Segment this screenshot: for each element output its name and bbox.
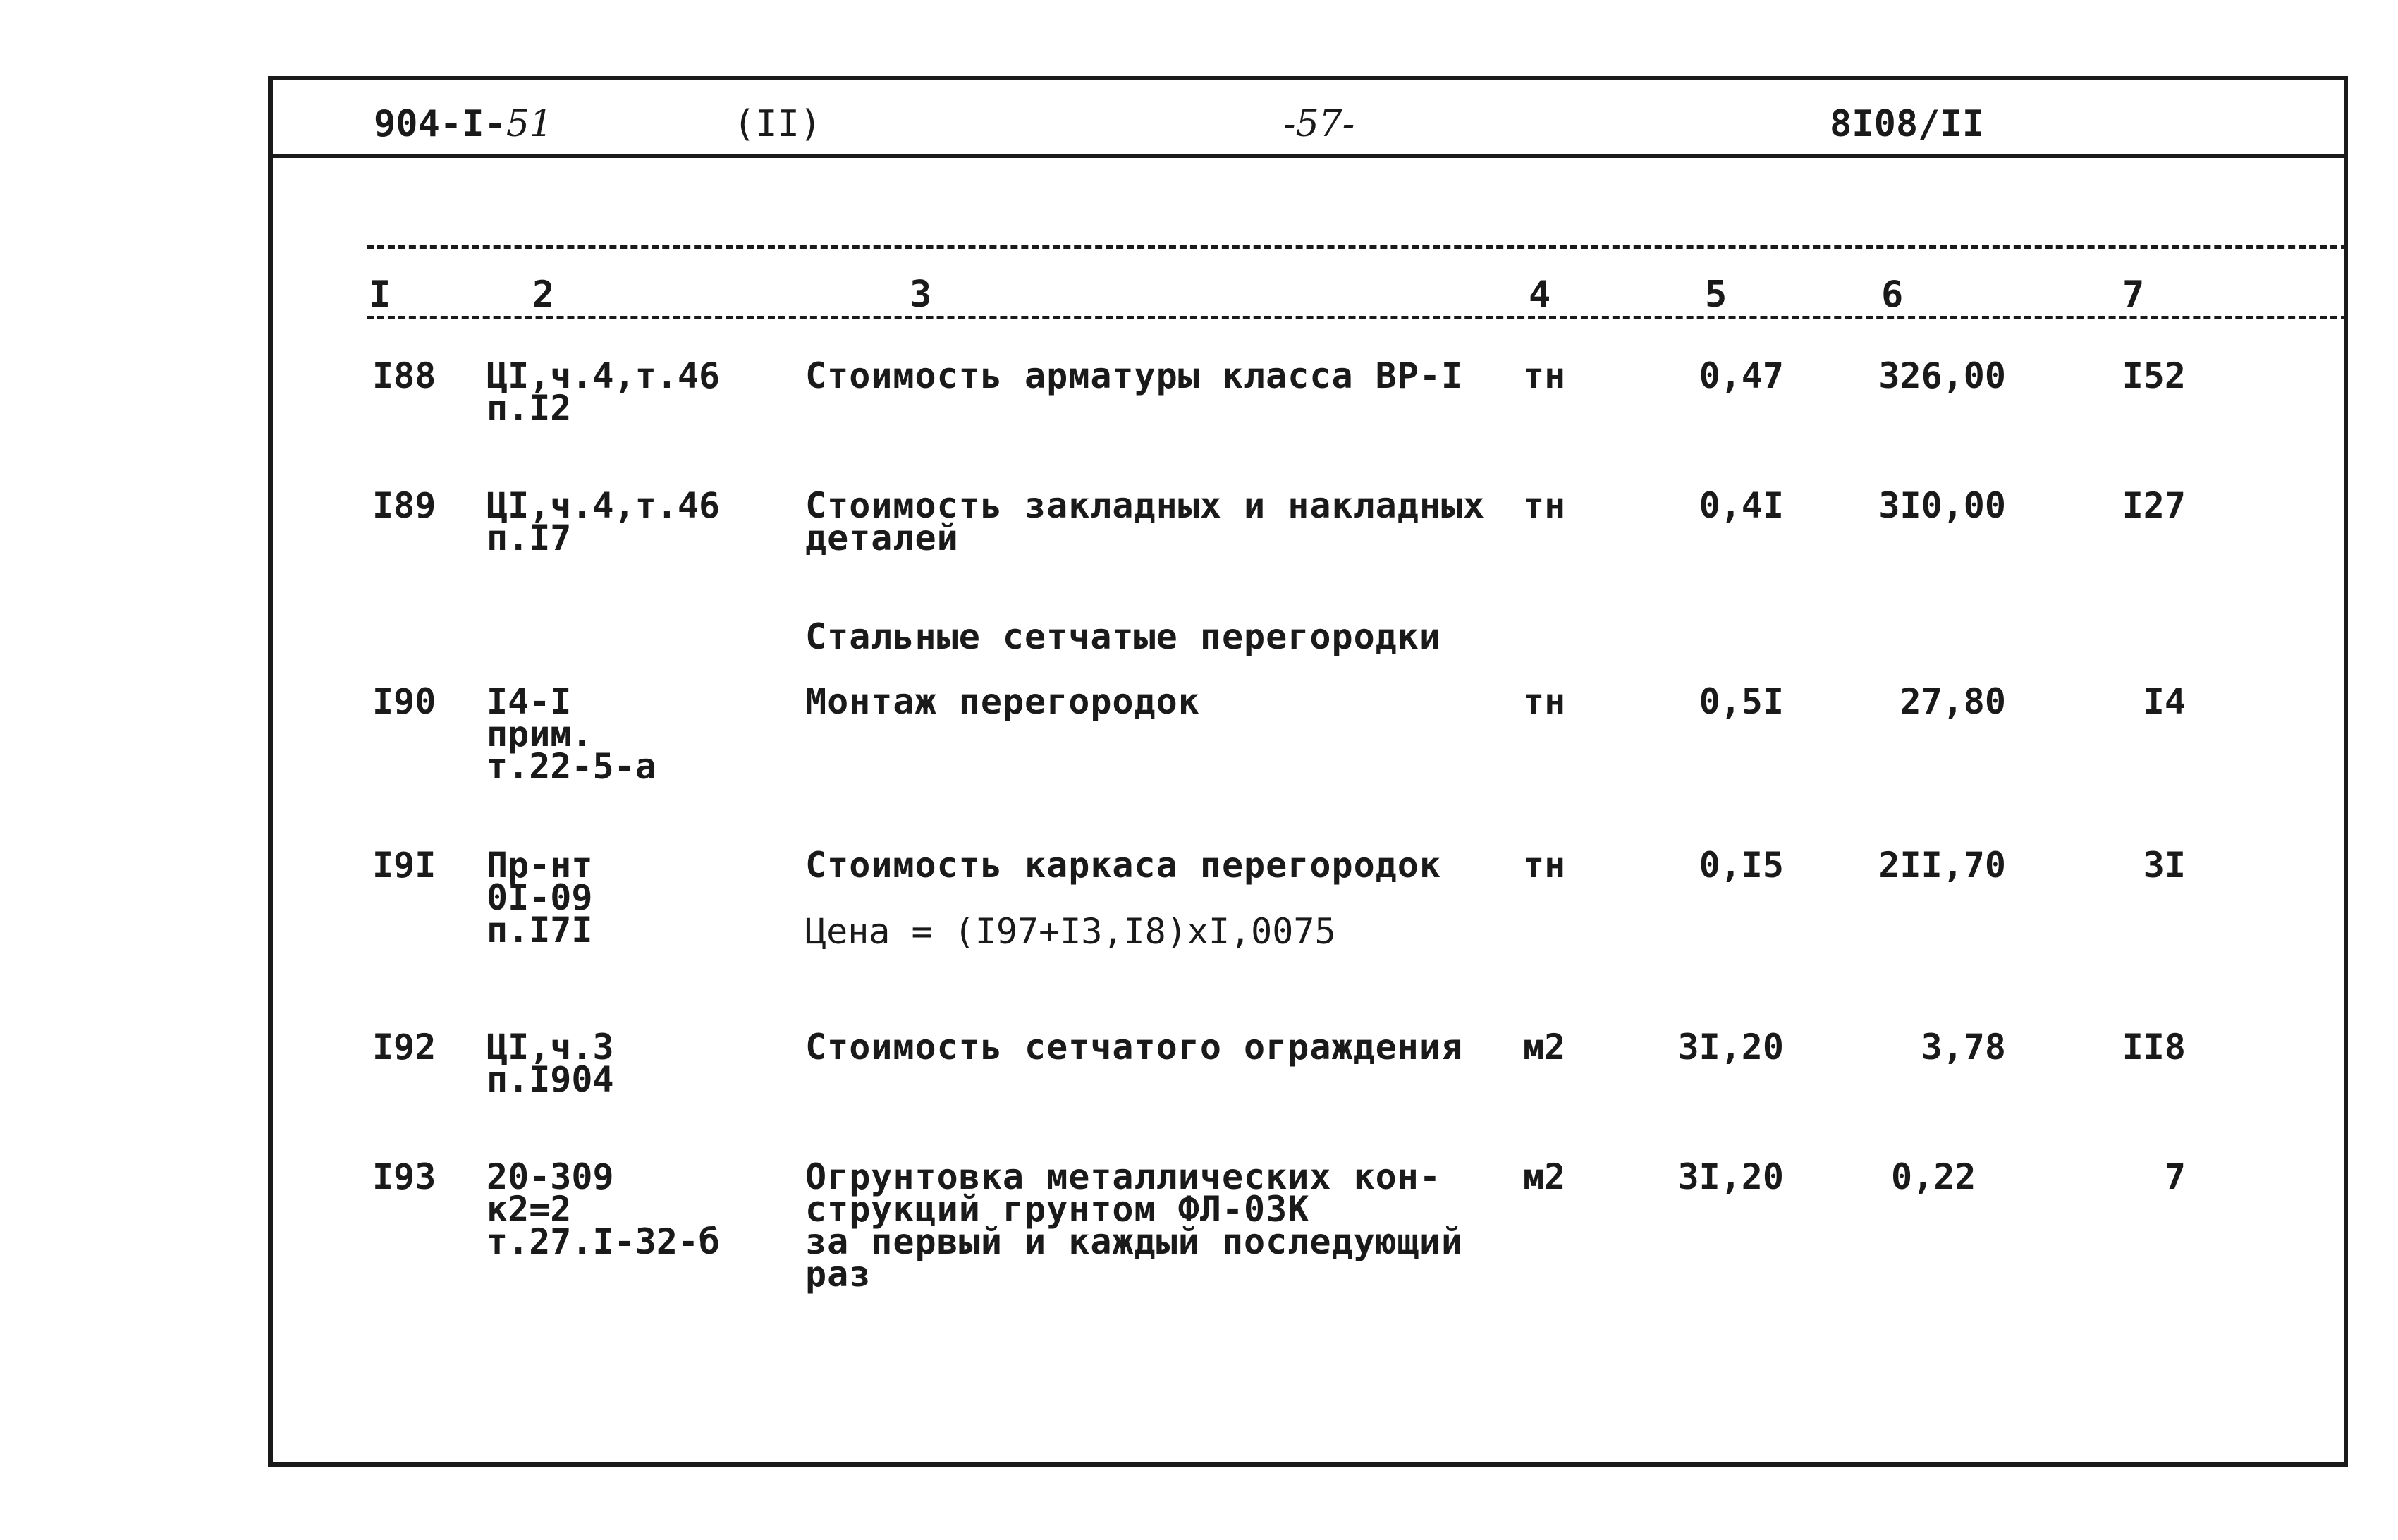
column-number: 7	[2122, 274, 2145, 316]
row-reference	[487, 681, 656, 787]
row-price: 0,22	[1891, 1156, 1976, 1197]
reference-line: 20-309	[487, 1156, 614, 1197]
reference-line: п.I7	[487, 518, 572, 558]
column-number: 6	[1881, 274, 1904, 316]
row-total: II8	[2122, 1027, 2186, 1068]
row-reference	[487, 845, 593, 951]
row-quantity: 0,I5	[1699, 845, 1784, 886]
row-unit: тн	[1523, 355, 1566, 396]
reference-line: Пр-нт	[487, 845, 593, 886]
row-number: I92	[372, 1027, 436, 1068]
row-description	[805, 845, 1441, 886]
row-quantity: 3I,20	[1677, 1156, 1784, 1197]
reference-line: I4-I	[487, 681, 572, 722]
column-number: 3	[910, 274, 932, 316]
row-description	[805, 485, 1486, 558]
row-number: I88	[372, 355, 436, 396]
row-number: I90	[372, 681, 436, 722]
row-price: 3I0,00	[1878, 485, 2006, 526]
sheet-number: 8I08/II	[1830, 103, 1985, 145]
section-heading: Стальные сетчатые перегородки	[805, 616, 1441, 657]
row-quantity: 3I,20	[1677, 1027, 1784, 1068]
page-number: -57-	[1283, 103, 1355, 145]
document-code-handwritten: 51	[506, 103, 553, 145]
reference-line: т.27.I-32-б	[487, 1221, 721, 1262]
row-total: I52	[2122, 355, 2186, 396]
row-description	[805, 681, 1200, 722]
reference-line: п.I2	[487, 388, 572, 429]
row-total: I4	[2143, 681, 2186, 722]
reference-line: к2=2	[487, 1189, 572, 1230]
row-unit: м2	[1523, 1027, 1566, 1068]
column-number: 2	[532, 274, 555, 316]
document-code-prefix: 904-I-	[374, 103, 506, 145]
header-rule	[268, 154, 2348, 158]
description-line: Монтаж перегородок	[805, 681, 1200, 722]
reference-line: ЦI,ч.4,т.46	[487, 355, 721, 396]
row-unit: м2	[1523, 1156, 1566, 1197]
reference-line: 0I-09	[487, 877, 593, 918]
table-top-rule	[367, 245, 2348, 249]
description-line: раз	[805, 1254, 871, 1295]
row-number: I9I	[372, 845, 436, 886]
description-line: Стоимость сетчатого ограждения	[805, 1027, 1464, 1068]
column-number: I	[369, 274, 391, 316]
row-total: 7	[2164, 1156, 2186, 1197]
description-line: за первый и каждый последующий	[805, 1221, 1464, 1262]
description-line: деталей	[805, 518, 959, 558]
row-total: 3I	[2143, 845, 2186, 886]
row-reference	[487, 485, 721, 558]
reference-line: прим.	[487, 714, 593, 754]
price-formula-note: Цена = (I97+I3,I8)хI,0075	[805, 911, 1336, 952]
row-quantity: 0,4I	[1699, 485, 1784, 526]
reference-line: ЦI,ч.4,т.46	[487, 485, 721, 526]
row-description	[805, 355, 1464, 396]
row-reference	[487, 1027, 614, 1100]
row-total: I27	[2122, 485, 2186, 526]
reference-line: п.I904	[487, 1059, 614, 1100]
description-line: Огрунтовка металлических кон-	[805, 1156, 1441, 1197]
description-line: струкций грунтом ФЛ-03К	[805, 1189, 1310, 1230]
column-header-rule	[367, 316, 2348, 319]
description-line: Стоимость закладных и накладных	[805, 485, 1486, 526]
row-price: 326,00	[1878, 355, 2006, 396]
row-description	[805, 1027, 1464, 1068]
row-unit: тн	[1523, 681, 1566, 722]
row-price: 3,78	[1921, 1027, 2006, 1068]
column-number: 4	[1529, 274, 1551, 316]
row-price: 2II,70	[1878, 845, 2006, 886]
row-unit: тн	[1523, 485, 1566, 526]
row-reference	[487, 1156, 721, 1262]
row-quantity: 0,5I	[1699, 681, 1784, 722]
row-price: 27,80	[1900, 681, 2006, 722]
reference-line: т.22-5-а	[487, 746, 656, 787]
document-part: (II)	[733, 103, 822, 145]
column-number: 5	[1705, 274, 1727, 316]
row-number: I93	[372, 1156, 436, 1197]
description-line: Стоимость арматуры класса ВР-I	[805, 355, 1464, 396]
row-quantity: 0,47	[1699, 355, 1784, 396]
row-description	[805, 1156, 1464, 1295]
row-number: I89	[372, 485, 436, 526]
row-unit: тн	[1523, 845, 1566, 886]
description-line: Стоимость каркаса перегородок	[805, 845, 1441, 886]
row-reference	[487, 355, 721, 429]
document-code	[374, 103, 553, 145]
reference-line: п.I7I	[487, 910, 593, 951]
reference-line: ЦI,ч.3	[487, 1027, 614, 1068]
